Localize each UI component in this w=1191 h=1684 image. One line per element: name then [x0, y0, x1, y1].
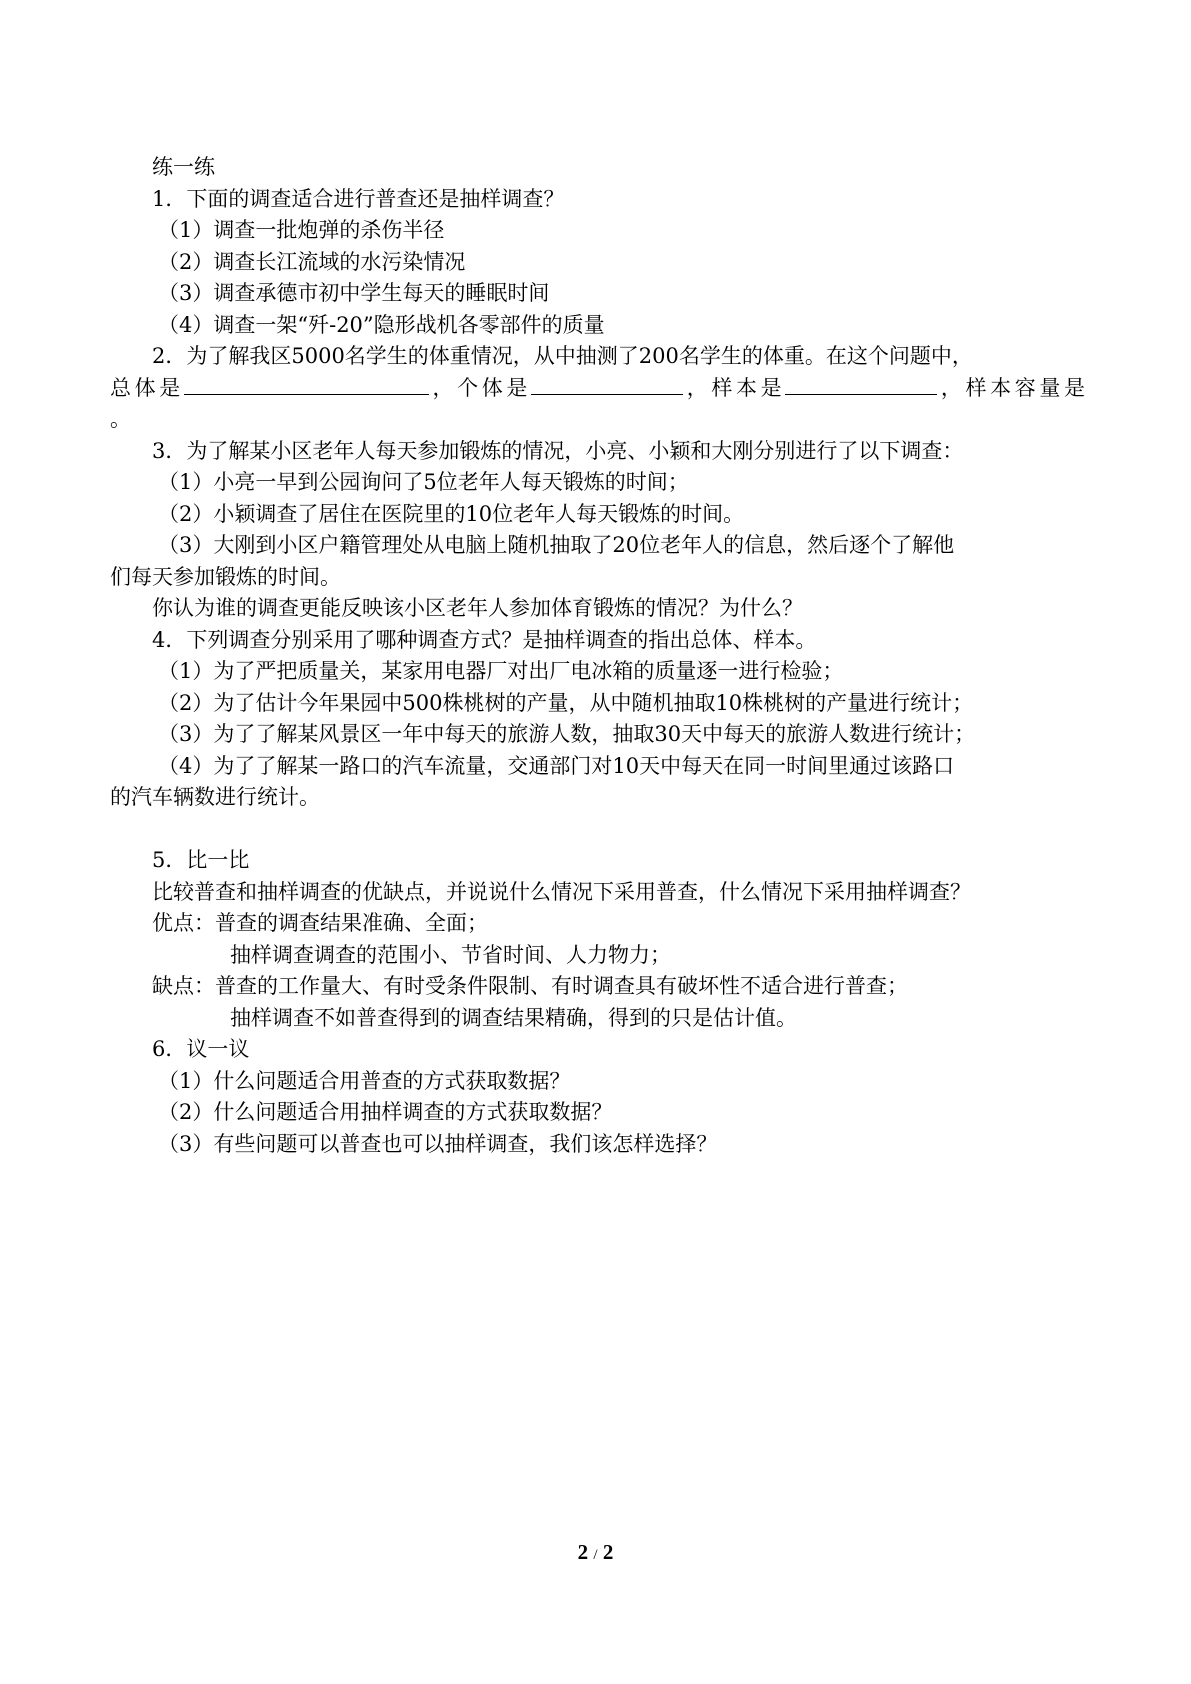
q5-advantages-continued: 抽样调查调查的范围小、节省时间、人力物力； — [230, 942, 671, 967]
q2-part-sample: ，样本是 — [683, 375, 786, 400]
q3-item-continued: 们每天参加锻炼的时间。 — [110, 564, 341, 589]
q6-item: （2）什么问题适合用抽样调查的方式获取数据？ — [158, 1100, 613, 1124]
q3-item: （1）小亮一早到公园询问了5位老年人每天锻炼的时间； — [158, 470, 689, 494]
q4-item-continued: 的汽车辆数进行统计。 — [110, 785, 320, 809]
q1-item: （1）调查一批炮弹的杀伤半径 — [158, 218, 445, 242]
q4-stem: 4．下列调查分别采用了哪种调查方式？是抽样调查的指出总体、样本。 — [152, 627, 817, 652]
q5-disadvantages: 缺点：普查的工作量大、有时受条件限制、有时调查具有破坏性不适合进行普查； — [152, 974, 908, 998]
spacer — [110, 814, 1085, 846]
q5-title: 5．比一比 — [152, 848, 250, 872]
page-separator: / — [593, 1547, 598, 1563]
q4-item: （3）为了了解某风景区一年中每天的旅游人数，抽取30天中每天的旅游人数进行统计； — [158, 722, 976, 746]
q4-item: （4）为了了解某一路口的汽车流量，交通部门对10天中每天在同一时间里通过该路口 — [158, 753, 955, 778]
q6-item: （1）什么问题适合用普查的方式获取数据？ — [158, 1068, 571, 1093]
q3-question: 你认为谁的调查更能反映该小区老年人参加体育锻炼的情况？为什么？ — [152, 596, 803, 620]
document-body — [110, 152, 1085, 1160]
q2-blank-individual[interactable] — [531, 374, 683, 395]
q1-item: （2）调查长江流域的水污染情况 — [158, 249, 466, 274]
q3-item: （2）小颖调查了居住在医院里的10位老年人每天锻炼的时间。 — [158, 501, 745, 526]
q2-line1: 2．为了解我区5000名学生的体重情况，从中抽测了200名学生的体重。在这个问题中， — [152, 344, 973, 368]
q2-part-sample-size: ，样本容量是 — [937, 375, 1086, 400]
q5-advantages: 优点：普查的调查结果准确、全面； — [152, 911, 488, 935]
q6-item: （3）有些问题可以普查也可以抽样调查，我们该怎样选择？ — [158, 1131, 718, 1156]
q3-stem: 3．为了解某小区老年人每天参加锻炼的情况，小亮、小颖和大刚分别进行了以下调查： — [152, 438, 964, 463]
section-title: 练一练 — [152, 155, 215, 179]
q3-item: （3）大刚到小区户籍管理处从电脑上随机抽取了20位老年人的信息，然后逐个了解他 — [158, 533, 955, 557]
page-current: 2 — [577, 1540, 589, 1564]
q4-item: （1）为了严把质量关，某家用电器厂对出厂电冰箱的质量逐一进行检验； — [158, 659, 844, 683]
q1-item: （4）调查一架“歼-20”隐形战机各零部件的质量 — [158, 312, 605, 337]
q2-end: 。 — [110, 407, 131, 431]
q2-part-individual: ，个体是 — [428, 375, 532, 400]
page-total: 2 — [602, 1540, 614, 1564]
q2-blank-total[interactable] — [184, 374, 429, 395]
q2-part-total: 总体是 — [110, 375, 184, 400]
q2-blank-sample[interactable] — [785, 374, 937, 395]
q5-question: 比较普查和抽样调查的优缺点，并说说什么情况下采用普查，什么情况下采用抽样调查？ — [152, 879, 971, 904]
q2-fill-line — [110, 373, 1085, 405]
q1-stem: 1．下面的调查适合进行普查还是抽样调查？ — [152, 186, 565, 211]
q5-disadvantages-continued: 抽样调查不如普查得到的调查结果精确，得到的只是估计值。 — [230, 1005, 797, 1030]
q4-item: （2）为了估计今年果园中500株桃树的产量，从中随机抽取10株桃树的产量进行统计； — [158, 690, 974, 715]
q1-item: （3）调查承德市初中学生每天的睡眠时间 — [158, 281, 550, 305]
page-number — [0, 1540, 1191, 1565]
q6-title: 6．议一议 — [152, 1037, 250, 1061]
